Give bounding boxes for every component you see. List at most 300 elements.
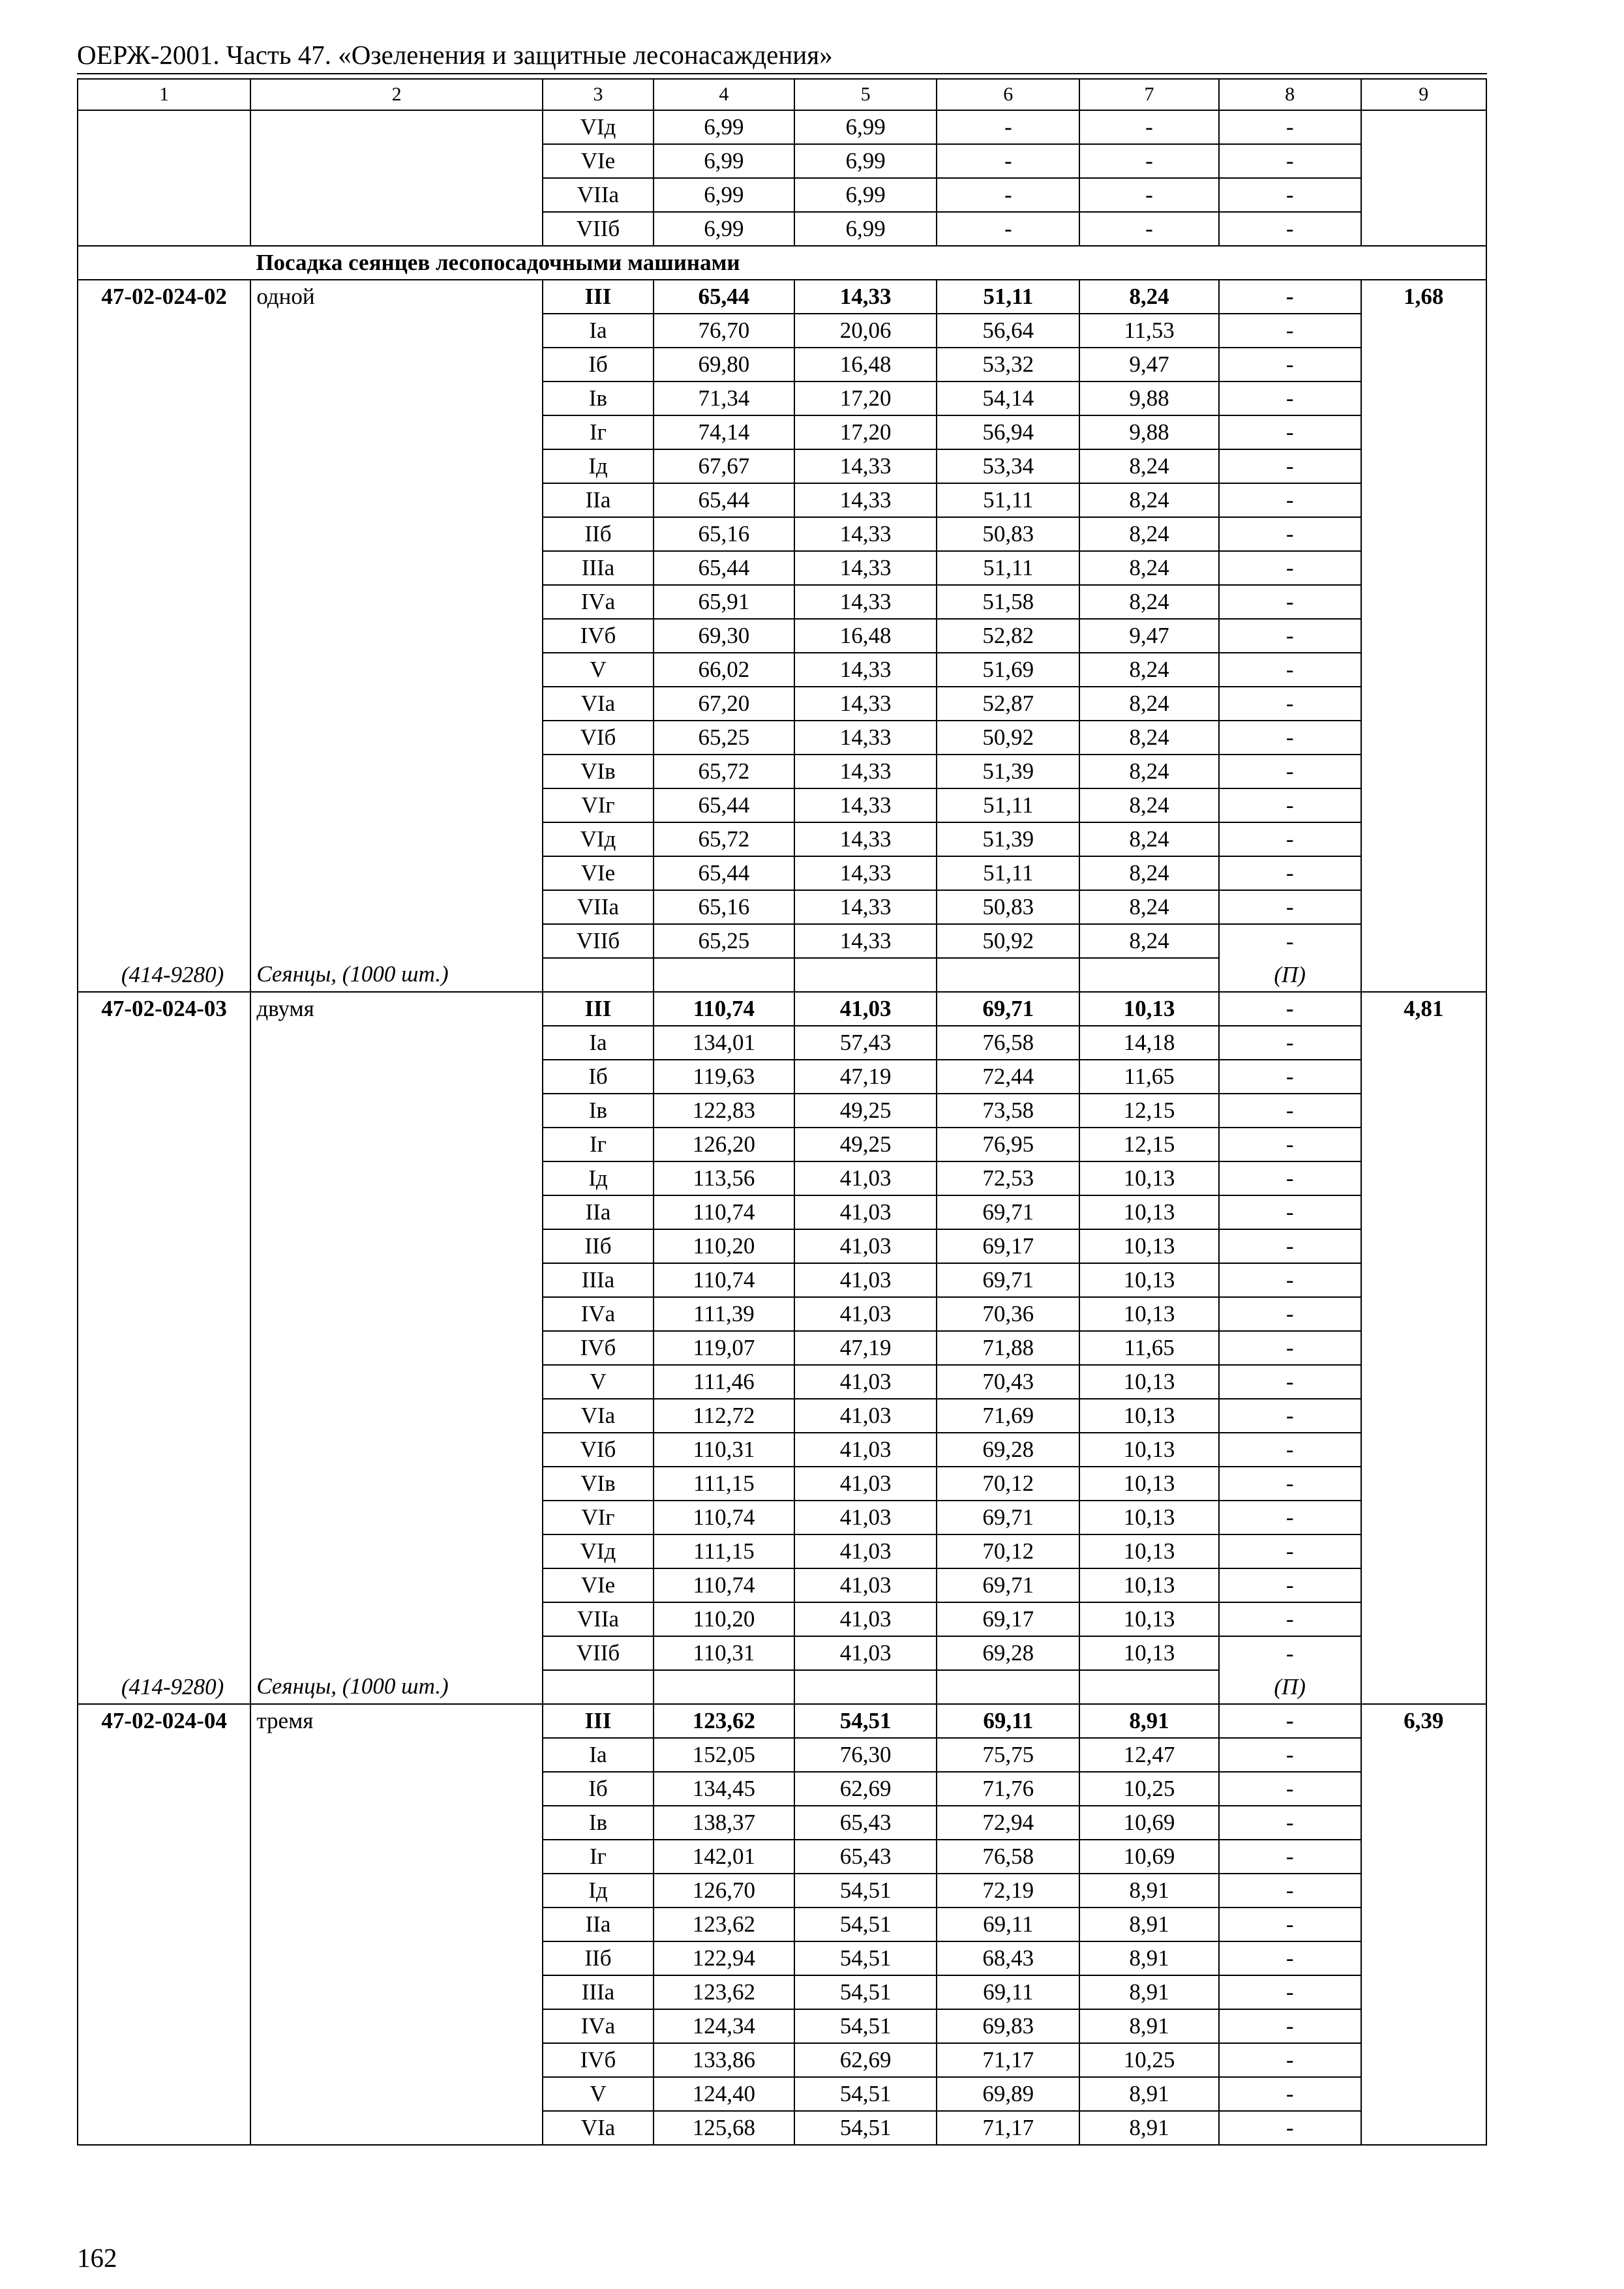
code-cell: 47-02-024-03: [78, 992, 250, 1670]
value-cell: 10,13: [1079, 992, 1219, 1026]
value-cell: 112,72: [654, 1399, 794, 1433]
value-cell: 122,83: [654, 1094, 794, 1128]
value-cell: 6,99: [794, 178, 937, 212]
value-cell: 65,16: [654, 517, 794, 551]
value-cell: 8,24: [1079, 687, 1219, 721]
value-cell: 65,25: [654, 721, 794, 755]
value-cell: IVб: [543, 1331, 654, 1365]
value-cell: 41,03: [794, 1229, 937, 1263]
value-cell: 111,15: [654, 1467, 794, 1501]
value-cell: Iв: [543, 1806, 654, 1840]
value-cell: -: [1219, 1568, 1361, 1602]
value-cell: 126,70: [654, 1874, 794, 1908]
value-cell: 8,24: [1079, 890, 1219, 924]
rates-table: [77, 78, 1487, 2146]
value-cell: 9,88: [1079, 415, 1219, 449]
value-cell: 8,24: [1079, 822, 1219, 856]
value-cell: 123,62: [654, 1704, 794, 1738]
value-cell: -: [937, 144, 1079, 178]
value-cell: -: [1219, 1806, 1361, 1840]
value-cell: 14,33: [794, 687, 937, 721]
value-cell: -: [1219, 1297, 1361, 1331]
value-cell: 10,69: [1079, 1840, 1219, 1874]
value-cell: 65,44: [654, 856, 794, 890]
value-cell: 17,20: [794, 415, 937, 449]
value-cell: 49,25: [794, 1128, 937, 1161]
value-cell: 9,47: [1079, 619, 1219, 653]
empty-cell: [543, 1670, 654, 1704]
value-cell: Iв: [543, 382, 654, 415]
value-cell: IIб: [543, 517, 654, 551]
value-cell: -: [1219, 924, 1361, 958]
value-cell: 16,48: [794, 348, 937, 382]
value-cell: 14,33: [794, 721, 937, 755]
value-cell: VIб: [543, 721, 654, 755]
value-cell: 110,74: [654, 1195, 794, 1229]
value-cell: 8,24: [1079, 721, 1219, 755]
value-cell: 69,71: [937, 1568, 1079, 1602]
value-cell: VIг: [543, 1501, 654, 1534]
value-cell: 51,11: [937, 856, 1079, 890]
value-cell: 69,28: [937, 1433, 1079, 1467]
value-cell: 51,58: [937, 585, 1079, 619]
value-cell: Iд: [543, 449, 654, 483]
section-title: Посадка сеянцев лесопосадочными машинами: [250, 246, 1486, 280]
value-cell: 65,44: [654, 483, 794, 517]
value-cell: 124,34: [654, 2009, 794, 2043]
name-cell: [250, 110, 543, 246]
value-cell: -: [1219, 1975, 1361, 2009]
value-cell: 54,51: [794, 1975, 937, 2009]
value-cell: 111,46: [654, 1365, 794, 1399]
value-cell: 72,44: [937, 1060, 1079, 1094]
value-cell: 8,24: [1079, 449, 1219, 483]
value-cell: -: [1219, 1331, 1361, 1365]
value-cell: VIд: [543, 1534, 654, 1568]
value-cell: 69,89: [937, 2077, 1079, 2111]
value-cell: -: [1219, 1534, 1361, 1568]
value-cell: VIIб: [543, 212, 654, 246]
value-cell: 14,33: [794, 517, 937, 551]
value-cell: 76,30: [794, 1738, 937, 1772]
value-cell: 111,39: [654, 1297, 794, 1331]
value-cell: -: [1219, 382, 1361, 415]
value-cell: 68,43: [937, 1941, 1079, 1975]
col9-cell: 6,39: [1361, 1704, 1486, 2145]
value-cell: 8,91: [1079, 1975, 1219, 2009]
value-cell: VIб: [543, 1433, 654, 1467]
value-cell: -: [1219, 1433, 1361, 1467]
value-cell: IVа: [543, 585, 654, 619]
value-cell: -: [1219, 890, 1361, 924]
value-cell: 6,99: [654, 212, 794, 246]
value-cell: VIд: [543, 822, 654, 856]
value-cell: 65,16: [654, 890, 794, 924]
value-cell: 110,74: [654, 1263, 794, 1297]
value-cell: 56,64: [937, 314, 1079, 348]
value-cell: 75,75: [937, 1738, 1079, 1772]
value-cell: 71,34: [654, 382, 794, 415]
value-cell: 110,20: [654, 1229, 794, 1263]
value-cell: 8,24: [1079, 788, 1219, 822]
page-number: 162: [77, 2243, 117, 2273]
value-cell: Iг: [543, 1128, 654, 1161]
resource-row: [78, 958, 1486, 992]
empty-cell: [937, 958, 1079, 992]
value-cell: 110,74: [654, 1501, 794, 1534]
value-cell: IIа: [543, 1195, 654, 1229]
value-cell: -: [1219, 2009, 1361, 2043]
value-cell: 6,99: [654, 178, 794, 212]
column-number-cell: 7: [1079, 79, 1219, 110]
value-cell: 54,51: [794, 2009, 937, 2043]
value-cell: 76,95: [937, 1128, 1079, 1161]
value-cell: 14,33: [794, 924, 937, 958]
value-cell: 71,17: [937, 2043, 1079, 2077]
value-cell: 70,12: [937, 1534, 1079, 1568]
value-cell: 10,25: [1079, 1772, 1219, 1806]
value-cell: VIе: [543, 856, 654, 890]
value-cell: Iд: [543, 1161, 654, 1195]
value-cell: 70,12: [937, 1467, 1079, 1501]
value-cell: 14,33: [794, 653, 937, 687]
value-cell: Iб: [543, 348, 654, 382]
value-cell: 47,19: [794, 1331, 937, 1365]
value-cell: -: [1219, 1263, 1361, 1297]
table-row: [78, 110, 1486, 144]
resource-row: [78, 1670, 1486, 1704]
value-cell: -: [1219, 348, 1361, 382]
value-cell: 134,45: [654, 1772, 794, 1806]
value-cell: 62,69: [794, 1772, 937, 1806]
value-cell: 6,99: [794, 144, 937, 178]
value-cell: 51,39: [937, 822, 1079, 856]
value-cell: 49,25: [794, 1094, 937, 1128]
value-cell: -: [1219, 1501, 1361, 1534]
table-row: [78, 992, 1486, 1026]
value-cell: 14,33: [794, 280, 937, 314]
value-cell: 71,88: [937, 1331, 1079, 1365]
value-cell: -: [1219, 856, 1361, 890]
value-cell: 10,13: [1079, 1636, 1219, 1670]
value-cell: VIв: [543, 1467, 654, 1501]
code-cell: 47-02-024-04: [78, 1704, 250, 2145]
resource-name: Сеянцы, (1000 шт.): [250, 1670, 543, 1704]
value-cell: 74,14: [654, 415, 794, 449]
value-cell: -: [1219, 1195, 1361, 1229]
value-cell: 138,37: [654, 1806, 794, 1840]
value-cell: -: [1219, 178, 1361, 212]
value-cell: 41,03: [794, 1195, 937, 1229]
value-cell: 11,65: [1079, 1060, 1219, 1094]
value-cell: -: [1219, 1704, 1361, 1738]
value-cell: -: [1219, 2111, 1361, 2145]
empty-cell: [1079, 958, 1219, 992]
value-cell: 8,91: [1079, 1874, 1219, 1908]
value-cell: 54,51: [794, 2111, 937, 2145]
empty-cell: [654, 958, 794, 992]
value-cell: 65,43: [794, 1840, 937, 1874]
value-cell: VIе: [543, 144, 654, 178]
value-cell: -: [1219, 1094, 1361, 1128]
value-cell: 54,51: [794, 1874, 937, 1908]
value-cell: 71,69: [937, 1399, 1079, 1433]
value-cell: 65,44: [654, 551, 794, 585]
value-cell: 69,17: [937, 1229, 1079, 1263]
value-cell: 10,13: [1079, 1602, 1219, 1636]
value-cell: -: [1079, 212, 1219, 246]
value-cell: 69,71: [937, 1501, 1079, 1534]
value-cell: 110,31: [654, 1636, 794, 1670]
value-cell: III: [543, 280, 654, 314]
value-cell: -: [1219, 144, 1361, 178]
value-cell: 14,18: [1079, 1026, 1219, 1060]
value-cell: -: [1079, 178, 1219, 212]
name-cell: одной: [250, 280, 543, 958]
value-cell: 65,43: [794, 1806, 937, 1840]
value-cell: 53,32: [937, 348, 1079, 382]
value-cell: -: [1079, 144, 1219, 178]
value-cell: 71,76: [937, 1772, 1079, 1806]
column-number-cell: 2: [250, 79, 543, 110]
name-cell: двумя: [250, 992, 543, 1670]
value-cell: 67,67: [654, 449, 794, 483]
value-cell: 17,20: [794, 382, 937, 415]
value-cell: 20,06: [794, 314, 937, 348]
empty-cell: [543, 958, 654, 992]
value-cell: 119,07: [654, 1331, 794, 1365]
value-cell: 51,11: [937, 483, 1079, 517]
value-cell: 10,13: [1079, 1195, 1219, 1229]
value-cell: V: [543, 2077, 654, 2111]
value-cell: 122,94: [654, 1941, 794, 1975]
value-cell: 14,33: [794, 822, 937, 856]
value-cell: 14,33: [794, 755, 937, 788]
section-row: [78, 246, 1486, 280]
value-cell: 41,03: [794, 1534, 937, 1568]
value-cell: -: [1219, 1602, 1361, 1636]
value-cell: 8,24: [1079, 280, 1219, 314]
value-cell: VIд: [543, 110, 654, 144]
value-cell: -: [1219, 551, 1361, 585]
value-cell: 56,94: [937, 415, 1079, 449]
value-cell: VIг: [543, 788, 654, 822]
value-cell: 10,25: [1079, 2043, 1219, 2077]
value-cell: 50,83: [937, 517, 1079, 551]
value-cell: 126,20: [654, 1128, 794, 1161]
value-cell: -: [1219, 755, 1361, 788]
value-cell: 14,33: [794, 856, 937, 890]
value-cell: 14,33: [794, 890, 937, 924]
value-cell: 10,13: [1079, 1263, 1219, 1297]
value-cell: -: [1219, 1399, 1361, 1433]
value-cell: -: [1219, 788, 1361, 822]
value-cell: 124,40: [654, 2077, 794, 2111]
value-cell: Iа: [543, 1738, 654, 1772]
value-cell: 65,72: [654, 822, 794, 856]
value-cell: -: [1219, 1874, 1361, 1908]
value-cell: 54,51: [794, 1908, 937, 1941]
value-cell: 10,13: [1079, 1297, 1219, 1331]
value-cell: -: [1079, 110, 1219, 144]
value-cell: Iг: [543, 1840, 654, 1874]
value-cell: 11,53: [1079, 314, 1219, 348]
value-cell: -: [1219, 517, 1361, 551]
column-number-cell: 8: [1219, 79, 1361, 110]
value-cell: 8,24: [1079, 856, 1219, 890]
value-cell: 47,19: [794, 1060, 937, 1094]
value-cell: -: [1219, 1060, 1361, 1094]
value-cell: IVб: [543, 619, 654, 653]
value-cell: 65,44: [654, 280, 794, 314]
code-cell: 47-02-024-02: [78, 280, 250, 958]
value-cell: 41,03: [794, 1636, 937, 1670]
value-cell: VIIб: [543, 924, 654, 958]
table-row: [78, 1704, 1486, 1738]
value-cell: 110,31: [654, 1433, 794, 1467]
value-cell: 110,74: [654, 1568, 794, 1602]
value-cell: 65,44: [654, 788, 794, 822]
value-cell: 69,71: [937, 992, 1079, 1026]
empty-cell: [937, 1670, 1079, 1704]
value-cell: 8,24: [1079, 517, 1219, 551]
value-cell: VIа: [543, 687, 654, 721]
name-cell: тремя: [250, 1704, 543, 2145]
value-cell: 10,13: [1079, 1467, 1219, 1501]
value-cell: 110,20: [654, 1602, 794, 1636]
value-cell: 41,03: [794, 992, 937, 1026]
value-cell: VIIб: [543, 1636, 654, 1670]
column-number-cell: 5: [794, 79, 937, 110]
value-cell: 8,24: [1079, 483, 1219, 517]
value-cell: 14,33: [794, 449, 937, 483]
value-cell: -: [1219, 653, 1361, 687]
value-cell: 41,03: [794, 1365, 937, 1399]
value-cell: 8,24: [1079, 551, 1219, 585]
value-cell: 65,72: [654, 755, 794, 788]
value-cell: 6,99: [654, 144, 794, 178]
value-cell: -: [1219, 1467, 1361, 1501]
value-cell: 9,88: [1079, 382, 1219, 415]
value-cell: VIIа: [543, 178, 654, 212]
value-cell: III: [543, 992, 654, 1026]
table-row: [78, 280, 1486, 314]
value-cell: -: [1219, 415, 1361, 449]
value-cell: -: [1219, 822, 1361, 856]
value-cell: 152,05: [654, 1738, 794, 1772]
value-cell: 8,91: [1079, 1908, 1219, 1941]
value-cell: 73,58: [937, 1094, 1079, 1128]
resource-code: (414-9280): [78, 958, 250, 992]
value-cell: 51,11: [937, 280, 1079, 314]
column-number-row: [78, 79, 1486, 110]
value-cell: 69,11: [937, 1704, 1079, 1738]
value-cell: 41,03: [794, 1433, 937, 1467]
value-cell: 51,69: [937, 653, 1079, 687]
value-cell: -: [1219, 992, 1361, 1026]
value-cell: Iб: [543, 1772, 654, 1806]
value-cell: 16,48: [794, 619, 937, 653]
value-cell: 69,30: [654, 619, 794, 653]
value-cell: -: [1219, 1738, 1361, 1772]
column-number-cell: 3: [543, 79, 654, 110]
value-cell: -: [1219, 1128, 1361, 1161]
value-cell: V: [543, 1365, 654, 1399]
value-cell: 71,17: [937, 2111, 1079, 2145]
value-cell: 54,51: [794, 1704, 937, 1738]
value-cell: -: [1219, 1026, 1361, 1060]
value-cell: 50,92: [937, 721, 1079, 755]
value-cell: 72,53: [937, 1161, 1079, 1195]
value-cell: 8,91: [1079, 1704, 1219, 1738]
value-cell: Iг: [543, 415, 654, 449]
empty-cell: [1079, 1670, 1219, 1704]
value-cell: 76,70: [654, 314, 794, 348]
value-cell: 12,15: [1079, 1128, 1219, 1161]
value-cell: VIе: [543, 1568, 654, 1602]
value-cell: 142,01: [654, 1840, 794, 1874]
value-cell: Iа: [543, 1026, 654, 1060]
value-cell: IVб: [543, 2043, 654, 2077]
value-cell: IIIа: [543, 1263, 654, 1297]
value-cell: 10,13: [1079, 1433, 1219, 1467]
value-cell: 123,62: [654, 1975, 794, 2009]
value-cell: Iв: [543, 1094, 654, 1128]
value-cell: -: [1219, 483, 1361, 517]
value-cell: 53,34: [937, 449, 1079, 483]
value-cell: 52,82: [937, 619, 1079, 653]
section-spacer-cell: [78, 246, 250, 280]
column-number-cell: 6: [937, 79, 1079, 110]
value-cell: 41,03: [794, 1161, 937, 1195]
value-cell: IIб: [543, 1941, 654, 1975]
value-cell: 111,15: [654, 1534, 794, 1568]
value-cell: IIб: [543, 1229, 654, 1263]
value-cell: 8,91: [1079, 2111, 1219, 2145]
value-cell: 72,94: [937, 1806, 1079, 1840]
value-cell: 41,03: [794, 1568, 937, 1602]
col9-cell: 4,81: [1361, 992, 1486, 1704]
value-cell: Iд: [543, 1874, 654, 1908]
value-cell: 41,03: [794, 1467, 937, 1501]
value-cell: -: [1219, 1908, 1361, 1941]
value-cell: 70,43: [937, 1365, 1079, 1399]
value-cell: -: [1219, 1840, 1361, 1874]
value-cell: -: [1219, 1772, 1361, 1806]
value-cell: 54,51: [794, 1941, 937, 1975]
value-cell: 14,33: [794, 551, 937, 585]
value-cell: 62,69: [794, 2043, 937, 2077]
value-cell: 12,15: [1079, 1094, 1219, 1128]
value-cell: 113,56: [654, 1161, 794, 1195]
value-cell: 76,58: [937, 1026, 1079, 1060]
value-cell: 65,25: [654, 924, 794, 958]
value-cell: 134,01: [654, 1026, 794, 1060]
value-cell: 54,51: [794, 2077, 937, 2111]
value-cell: 110,74: [654, 992, 794, 1026]
value-cell: IVа: [543, 1297, 654, 1331]
value-cell: V: [543, 653, 654, 687]
resource-col8: (П): [1219, 958, 1361, 992]
value-cell: 6,99: [794, 212, 937, 246]
value-cell: VIв: [543, 755, 654, 788]
empty-cell: [654, 1670, 794, 1704]
value-cell: 69,11: [937, 1908, 1079, 1941]
value-cell: 9,47: [1079, 348, 1219, 382]
value-cell: 65,91: [654, 585, 794, 619]
resource-name: Сеянцы, (1000 шт.): [250, 958, 543, 992]
value-cell: VIа: [543, 1399, 654, 1433]
